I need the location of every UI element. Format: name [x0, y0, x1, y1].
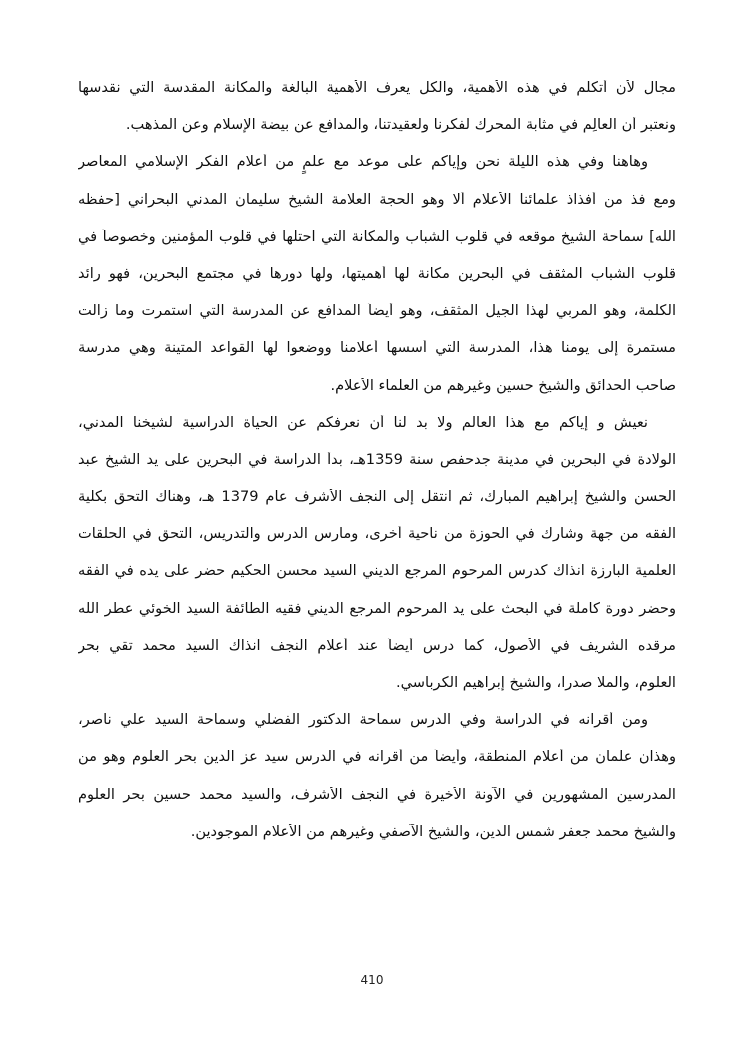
text-line: المدرسين المشهورين في الآونة الأخيرة في النجف الأشرف، والسيد محمد حسين بحر العلوم — [78, 786, 676, 803]
text-line: والشيخ محمد جعفر شمس الدين، والشيخ الآصفي وغيرهم من الأعلام الموجودين. — [190, 823, 676, 840]
text-line: وحضر دورة كاملة في البحث على يد المرحوم المرجع الديني فقيه الطائفة السيد الخوئي عطر الله — [78, 600, 676, 617]
text-line: وهذان علمان من أعلام المنطقة، وأيضاً من أقرانه في الدرس سيد عز الدين بحر العلوم وهو من — [78, 749, 676, 766]
text-line: مستمرة إلى يومنا هذا، المدرسة التي أسسها أعلامنا ووضعوا لها القواعد المتينة وهي مدرسة — [78, 340, 676, 357]
text-line: الحسن والشيخ إبراهيم المبارك، ثم انتقل إلى النجف الأشرف عام 1379 هـ، وهناك التحق بكلية — [78, 489, 676, 506]
text-line: الله] سماحة الشيخ موقعه في قلوب الشباب والمكانة التي احتلها في قلوب المؤمنين وخصوصاً في — [78, 228, 676, 245]
body-text — [78, 80, 676, 861]
text-line: مجال لأن أتكلم في هذه الأهمية، والكل يعرف الأهمية البالغة والمكانة المقدسة التي نقدسها — [78, 80, 676, 96]
text-line: مرقده الشريف في الأصول، كما درس أيضاً عند أعلام النجف آنذاك السيد محمد تقي بحر — [78, 637, 676, 654]
text-line: الولادة في البحرين في مدينة جدحفص سنة 1359هـ، بدأ الدراسة في البحرين على يد الشيخ عبد — [78, 451, 676, 468]
text-line: العلوم، والملا صدرا، والشيخ إبراهيم الكرباسي. — [396, 675, 676, 691]
text-line: قلوب الشباب المثقف في البحرين مكانة لها أهميتها، ولها دورها في مجتمع البحرين، فهو رائد — [78, 265, 676, 282]
page-number: 410 — [360, 973, 384, 987]
text-line: ومن أقرانه في الدراسة وفي الدرس سماحة الدكتور الفضلي وسماحة السيد علي ناصر، — [78, 712, 648, 729]
text-line: وهاهنا وفي هذه الليلة نحن وإياكم على موعد مع علمٍ من أعلام الفكر الإسلامي المعاصر — [78, 154, 648, 171]
text-line: صاحب الحدائق والشيخ حسين وغيرهم من العلماء الأعلام. — [330, 377, 676, 394]
text-line: ونعتبر أن العالِم في مثابة المحرك لفكرنا ولعقيدتنا، والمدافع عن بيضة الإسلام وعن المذهب. — [125, 117, 676, 134]
text-line: نعيش و إياكم مع هذا العالم ولا بد لنا أن نعرفكم عن الحياة الدراسية لشيخنا المدني، — [78, 414, 648, 431]
text-line: الفقه من جهة وشارك في الحوزة من ناحية أخرى، ومارس الدرس والتدريس، التحق في الحلقات — [78, 526, 676, 543]
text-line: ومع فذ من أفذاذ علمائنا الأعلام ألا وهو الحجة العلامة الشيخ سليمان المدني البحراني [حفظه — [78, 191, 676, 208]
text-line: العلمية البارزة آنذاك كدرس المرحوم المرجع الديني السيد محسن الحكيم حضر على يده في الفقه — [78, 563, 676, 580]
text-line: الكلمة، وهو المربي لهذا الجيل المثقف، وهو أيضاً المدافع عن المدرسة التي استمرت وما زالت — [78, 303, 676, 320]
